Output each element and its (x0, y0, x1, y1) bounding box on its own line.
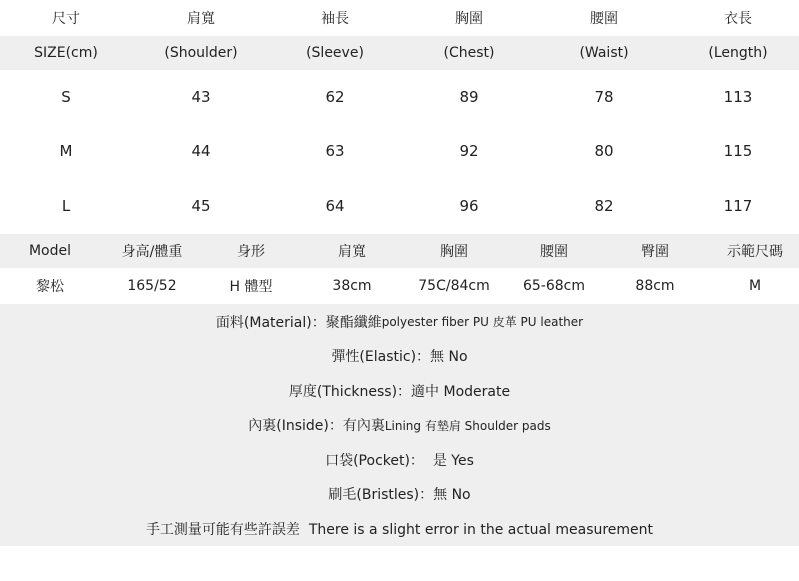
length-value: 117 (723, 197, 753, 215)
header-length-en: (Length) (708, 45, 768, 61)
model-header-body-type: 身形 (237, 244, 265, 260)
header-size-zh: 尺寸 (52, 11, 80, 27)
model-header-waist: 腰圍 (540, 244, 568, 260)
sleeve-value: 63 (325, 142, 345, 160)
bristles-line (0, 477, 799, 511)
length-value: 113 (723, 88, 753, 106)
size-label: S (61, 88, 71, 106)
shoulder-value: 45 (191, 197, 211, 215)
table-row (0, 124, 799, 178)
pocket-label: 口袋(Pocket)： 是 Yes (325, 452, 474, 469)
chest-value: 96 (459, 197, 479, 215)
header-waist-en: (Waist) (579, 45, 629, 61)
chest-value: 89 (459, 88, 479, 106)
material-label: 面料(Material)：聚酯纖維 (215, 314, 382, 331)
model-waist: 65-68cm (522, 278, 585, 294)
material-detail: polyester fiber PU 皮革 PU leather (381, 315, 584, 329)
length-value: 115 (723, 142, 753, 160)
waist-value: 78 (594, 88, 614, 106)
sleeve-value: 64 (325, 197, 345, 215)
model-height-weight: 165/52 (127, 278, 177, 294)
size-header-zh (0, 0, 799, 36)
header-chest-en: (Chest) (443, 45, 495, 61)
bristles-label: 刷毛(Bristles)：無 No (328, 487, 471, 503)
header-waist-zh: 腰圍 (590, 11, 618, 27)
material-line (0, 304, 799, 339)
shoulder-value: 43 (191, 88, 211, 106)
pocket-line (0, 442, 799, 477)
model-header-height-weight: 身高/體重 (121, 244, 183, 260)
model-sample-size: M (748, 278, 762, 294)
elastic-label: 彈性(Elastic)：無 No (331, 349, 468, 365)
thickness-line (0, 373, 799, 408)
chest-value: 92 (459, 142, 479, 160)
waist-value: 82 (594, 197, 614, 215)
sleeve-value: 62 (325, 88, 345, 106)
measurement-note (0, 511, 799, 546)
model-row (0, 268, 799, 304)
model-chest: 75C/84cm (418, 278, 490, 294)
waist-value: 80 (594, 142, 614, 160)
header-sleeve-en: (Sleeve) (306, 45, 364, 61)
model-name: 黎松 (36, 279, 64, 295)
shoulder-value: 44 (191, 142, 211, 160)
size-label: M (59, 142, 73, 160)
table-row (0, 70, 799, 124)
model-header-model: Model (28, 243, 72, 259)
model-header-shoulder: 肩寬 (338, 244, 366, 260)
measurement-note-text: 手工測量可能有些許誤差 There is a slight error in the actual measurement (145, 521, 654, 538)
header-size-en: SIZE(cm) (34, 45, 98, 61)
header-chest-zh: 胸圍 (455, 11, 483, 27)
inside-line (0, 408, 799, 442)
info-block (0, 304, 799, 546)
inside-detail: Lining 有墊肩 Shoulder pads (384, 418, 551, 433)
header-shoulder-zh: 肩寬 (187, 11, 215, 27)
table-row (0, 178, 799, 234)
thickness-label: 厚度(Thickness)：適中 Moderate (288, 383, 511, 400)
model-hip: 88cm (635, 278, 675, 294)
inside-label: 內裏(Inside)：有內裏 (248, 418, 385, 434)
model-header-hip: 臀圍 (641, 244, 669, 260)
header-shoulder-en: (Shoulder) (164, 45, 238, 61)
model-shoulder: 38cm (332, 278, 372, 294)
model-body-type: H 體型 (229, 279, 273, 295)
elastic-line (0, 339, 799, 373)
size-header-en (0, 36, 799, 70)
model-header (0, 234, 799, 268)
model-header-sample-size: 示範尺碼 (727, 244, 783, 260)
header-length-zh: 衣長 (724, 11, 752, 27)
header-sleeve-zh: 袖長 (321, 11, 349, 27)
model-header-chest: 胸圍 (440, 244, 468, 260)
size-label: L (61, 197, 71, 215)
